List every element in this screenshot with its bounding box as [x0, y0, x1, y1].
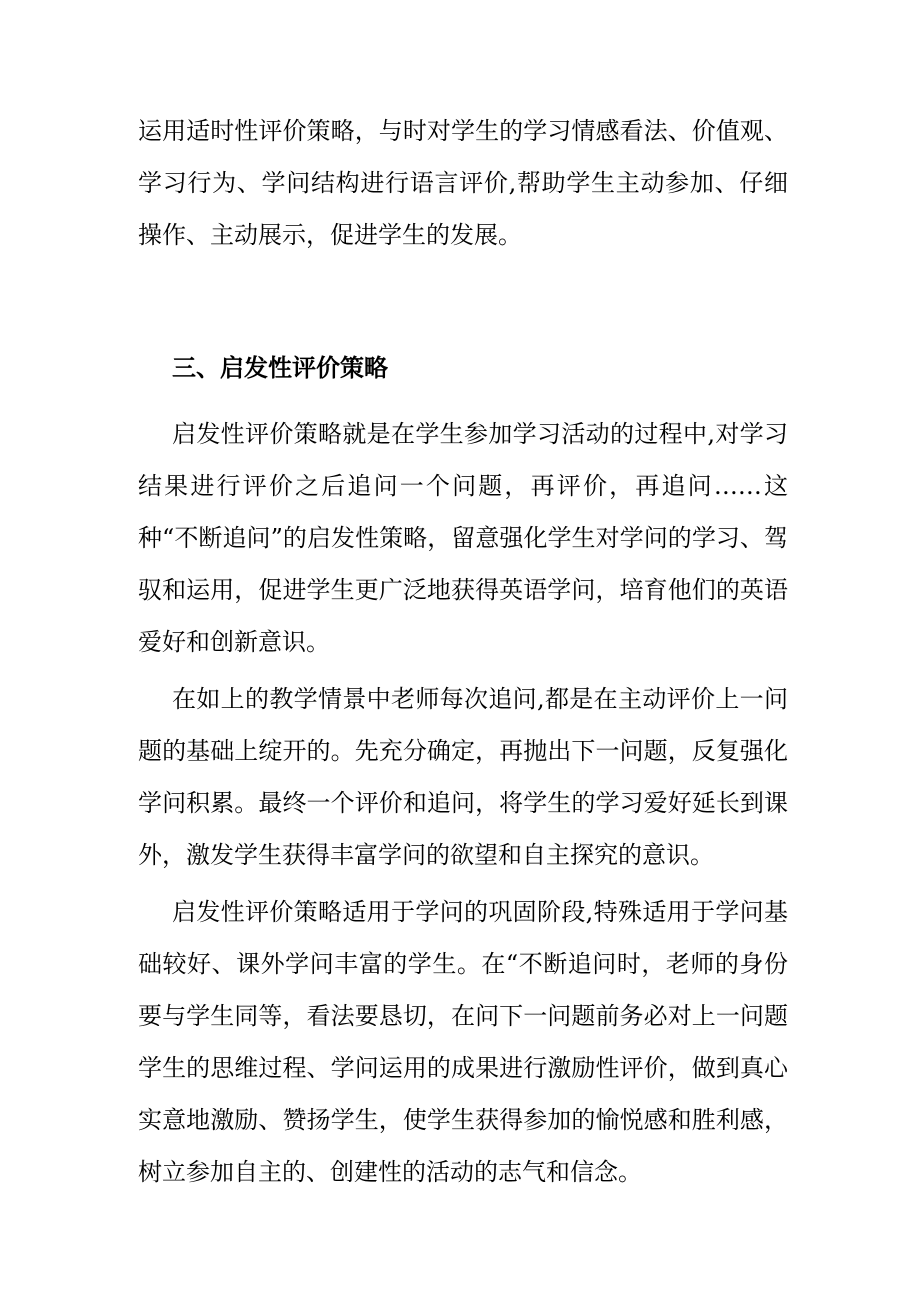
paragraph-2: 启发性评价策略就是在学生参加学习活动的过程中,对学习结果进行评价之后追问一个问题，再评价，再追问……这种“不断追问”的启发性策略，留意强化学生对学问的学习、驾驭和运用，促进学生更广泛地获得英语学问，培育他们的英语爱好和创新意识。: [138, 420, 788, 656]
paragraph-1: 运用适时性评价策略，与时对学生的学习情感看法、价值观、学习行为、学问结构进行语言评价,帮助学生主动参加、仔细操作、主动展示，促进学生的发展。: [138, 117, 788, 249]
section-heading: 三、启发性评价策略: [172, 353, 388, 382]
paragraph-4: 启发性评价策略适用于学问的巩固阶段,特殊适用于学问基础较好、课外学问丰富的学生。在“不断追问时，老师的身份要与学生同等，看法要恳切，在问下一问题前务必对上一问题学生的思维过程、学问运用的成果进行激励性评价，做到真心实意地激励、赞扬学生，使学生获得参加的愉悦感和胜利感，树立参加自主的、创建性的活动的志气和信念。: [138, 898, 788, 1186]
paragraph-3: 在如上的教学情景中老师每次追问,都是在主动评价上一问题的基础上绽开的。先充分确定，再抛出下一问题，反复强化学问积累。最终一个评价和追问，将学生的学习爱好延长到课外，激发学生获得丰富学问的欲望和自主探究的意识。: [138, 685, 788, 869]
